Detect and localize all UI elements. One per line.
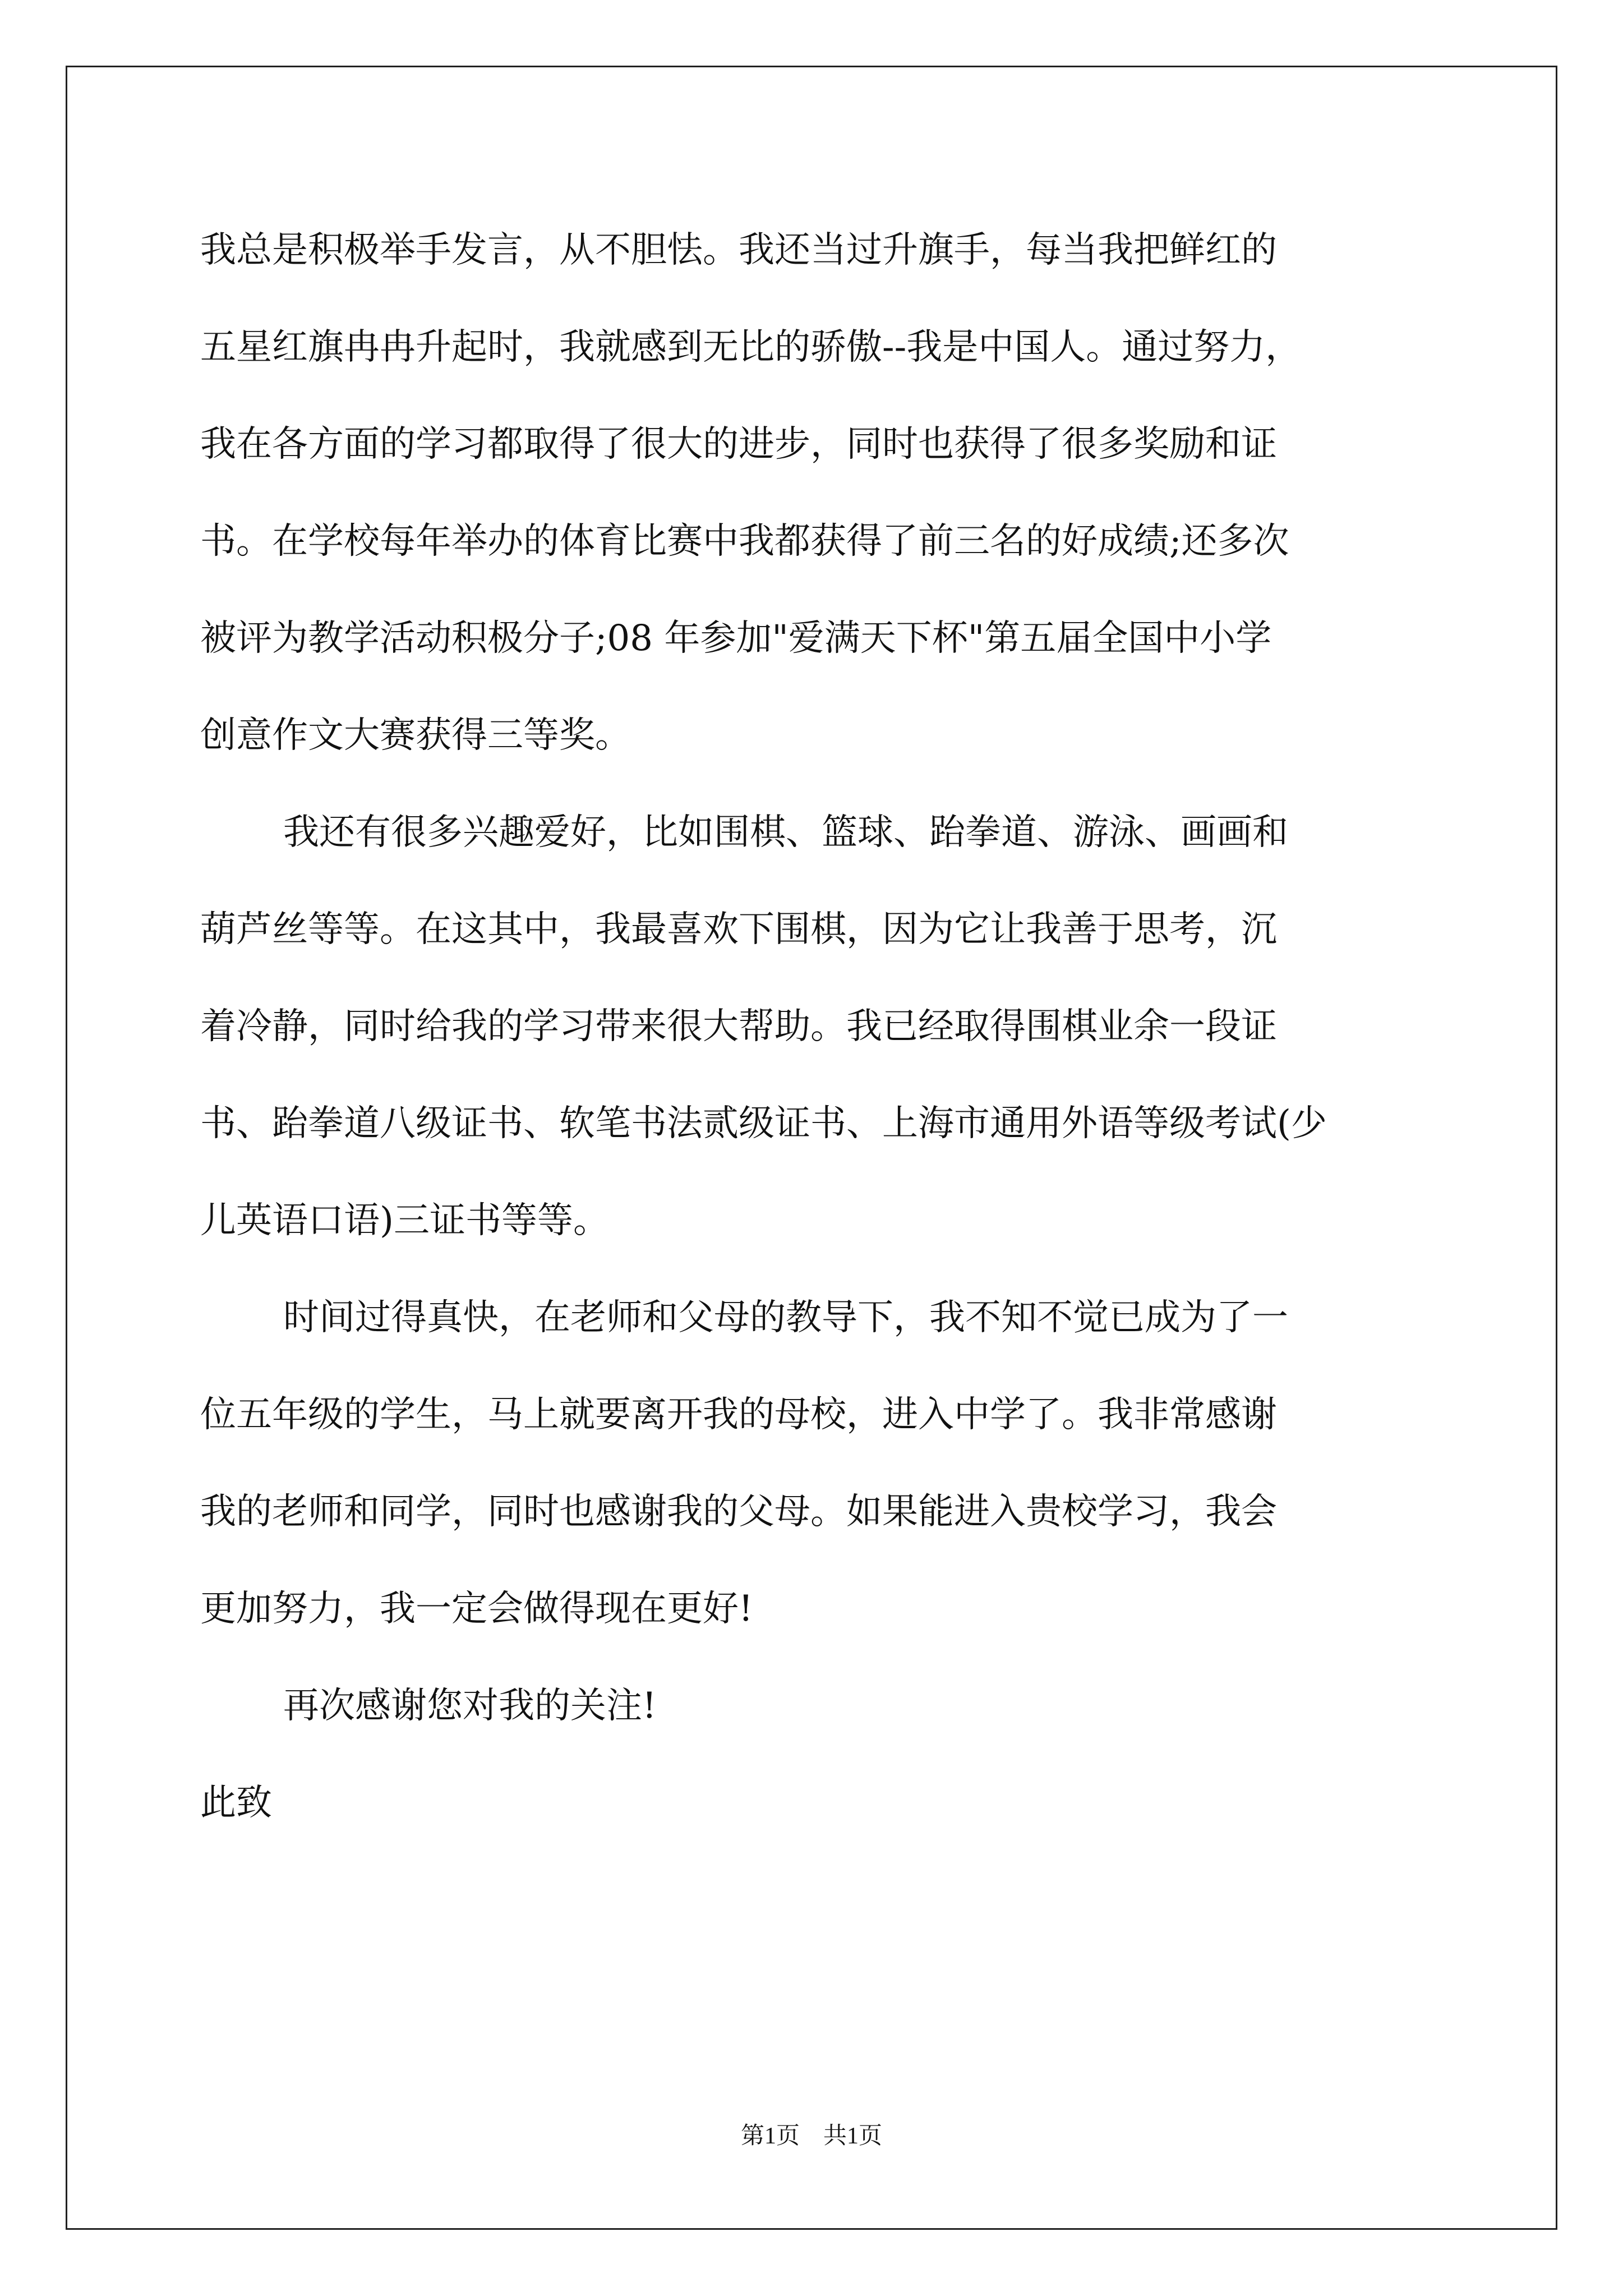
text-line: 我的老师和同学，同时也感谢我的父母。如果能进入贵校学习，我会 bbox=[200, 1491, 1277, 1533]
text-line: 书、跆拳道八级证书、软笔书法贰级证书、上海市通用外语等级考试(少 bbox=[200, 1103, 1327, 1144]
text-line: 我总是积极举手发言，从不胆怯。我还当过升旗手，每当我把鲜红的 bbox=[200, 229, 1277, 271]
text-line: 被评为教学活动积极分子;08 年参加"爱满天下杯"第五届全国中小学 bbox=[200, 618, 1272, 659]
text-line: 更加努力，我一定会做得现在更好! bbox=[200, 1588, 753, 1630]
salutation-line: 此致 bbox=[200, 1782, 272, 1824]
text-line: 着冷静，同时给我的学习带来很大帮助。我已经取得围棋业余一段证 bbox=[200, 1006, 1277, 1047]
text-line: 我在各方面的学习都取得了很大的进步，同时也获得了很多奖励和证 bbox=[200, 424, 1277, 465]
closing-thanks-line: 再次感谢您对我的关注! bbox=[283, 1685, 657, 1727]
text-line: 位五年级的学生，马上就要离开我的母校，进入中学了。我非常感谢 bbox=[200, 1394, 1277, 1435]
letter-body bbox=[200, 202, 1434, 1852]
text-line: 葫芦丝等等。在这其中，我最喜欢下围棋，因为它让我善于思考，沉 bbox=[200, 909, 1277, 950]
text-line: 书。在学校每年举办的体育比赛中我都获得了前三名的好成绩;还多次 bbox=[200, 521, 1289, 562]
text-line: 创意作文大赛获得三等奖。 bbox=[200, 715, 631, 756]
paragraph-start-line: 时间过得真快，在老师和父母的教导下，我不知不觉已成为了一 bbox=[283, 1297, 1288, 1338]
paragraph-start-line: 我还有很多兴趣爱好，比如围棋、篮球、跆拳道、游泳、画画和 bbox=[283, 812, 1288, 853]
page-number: 第1页 共1页 bbox=[740, 2123, 882, 2149]
text-line: 儿英语口语)三证书等等。 bbox=[200, 1200, 609, 1241]
text-line: 五星红旗冉冉升起时，我就感到无比的骄傲--我是中国人。通过努力， bbox=[200, 326, 1302, 368]
